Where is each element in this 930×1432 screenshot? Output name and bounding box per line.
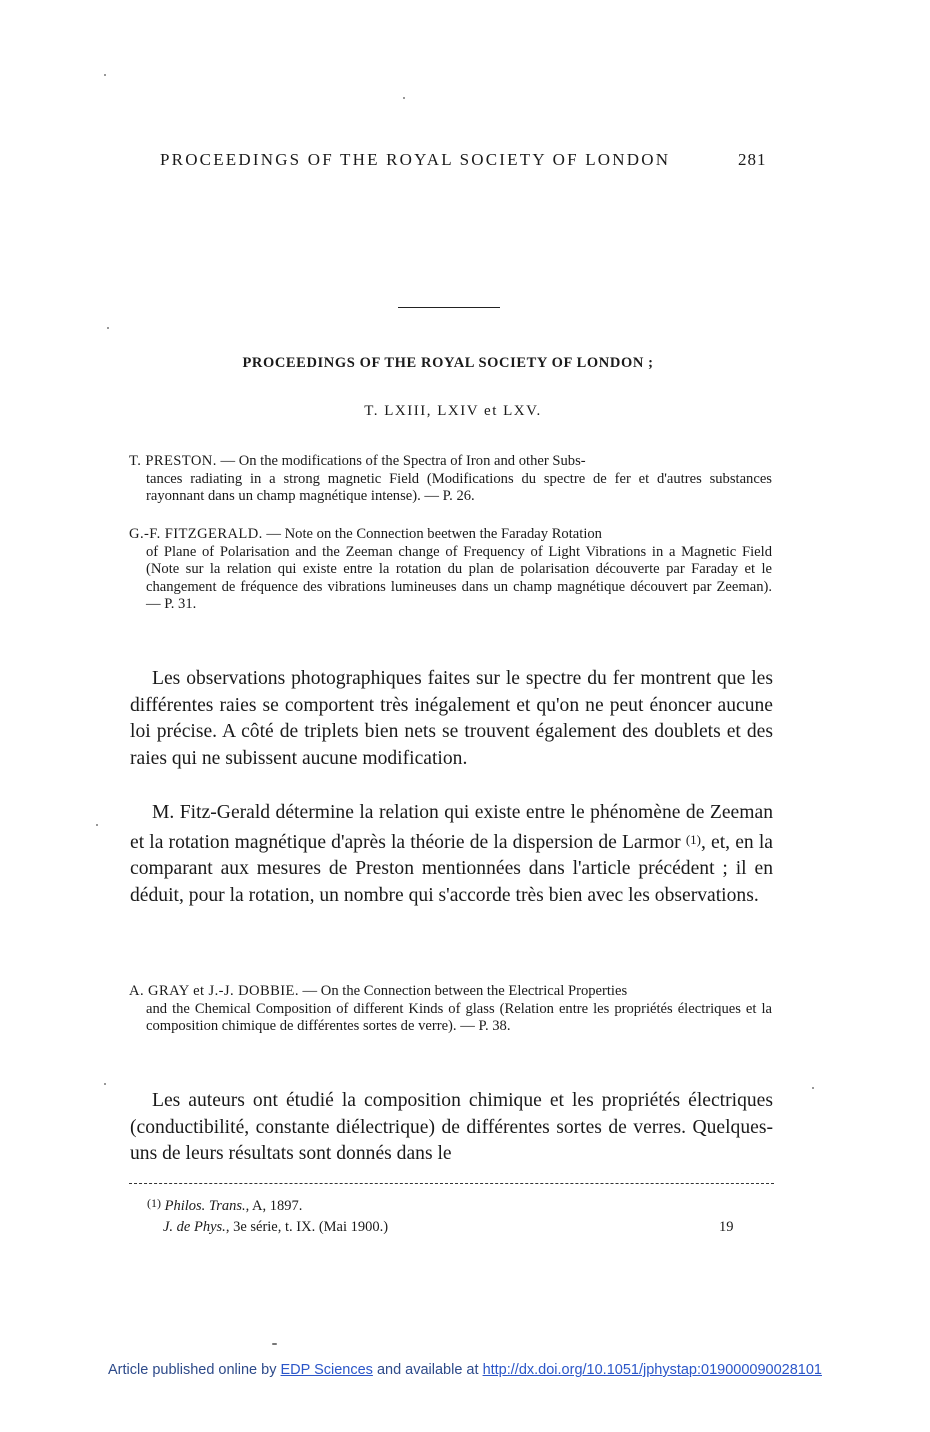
footnote-marker: (1) xyxy=(147,1196,161,1210)
journal-name: J. de Phys. xyxy=(163,1219,226,1235)
footnote-details: , A, 1897. xyxy=(245,1198,303,1214)
footnote-reference: (1) xyxy=(685,831,702,847)
reference-title-rest: of Plane of Polarisation and the Zeeman change of Frequency of Light Vibrations in a Magnetic Field (Note sur la relation qui existe entre la rotation du plan de polarisation découverte par Faraday et le changement de fréquence des vibrations lumineuses dans un champ magnétique découvert par Zeeman). — P. 31. xyxy=(146,543,772,612)
section-volumes: T. LXIII, LXIV et LXV. xyxy=(364,403,542,419)
paragraph-text: M. Fitz-Gerald détermine la relation qui existe entre le phénomène de Zeeman et la rotation magnétique d'après la théorie de la dispersion de Larmor xyxy=(130,802,773,853)
scan-speck xyxy=(104,1083,106,1085)
footnote-source: Philos. Trans. xyxy=(164,1198,246,1214)
reference-title-first: — On the Connection between the Electrical Properties xyxy=(302,983,628,999)
reference-title-rest: and the Chemical Composition of different Kinds of glass (Relation entre les propriétés électriques et la composition chimique de différentes sortes de verre). — P. 38. xyxy=(146,1000,772,1034)
reference-author: T. PRESTON. xyxy=(129,453,217,469)
scan-speck xyxy=(96,824,98,826)
section-title: PROCEEDINGS OF THE ROYAL SOCIETY OF LONDON ; xyxy=(242,355,654,371)
signature-mark: 19 xyxy=(719,1219,734,1235)
reference-title-first: — Note on the Connection beetwen the Faraday Rotation xyxy=(266,526,602,542)
footnote-divider xyxy=(129,1183,774,1184)
reference-title-rest: tances radiating in a strong magnetic Field (Modifications du spectre de fer et d'autres substances rayonnant dans un champ magnétique intense). — P. 26. xyxy=(146,470,772,504)
running-title: PROCEEDINGS OF THE ROYAL SOCIETY OF LONDON xyxy=(160,150,671,169)
banner-prefix: Article published online by xyxy=(108,1362,281,1378)
running-header xyxy=(160,150,780,170)
scan-speck xyxy=(104,74,106,76)
journal-details: , 3e série, t. IX. (Mai 1900.) xyxy=(225,1219,389,1235)
doi-link[interactable]: http://dx.doi.org/10.1051/jphystap:019000090028101 xyxy=(482,1362,822,1378)
reference-author: A. GRAY et J.-J. DOBBIE. xyxy=(129,983,299,999)
reference-gray-dobbie xyxy=(129,983,772,1036)
reference-preston xyxy=(129,453,772,506)
reference-fitzgerald xyxy=(129,526,772,614)
paragraph-fitzgerald-summary xyxy=(130,800,773,909)
paragraph-gray-dobbie-summary: Les auteurs ont étudié la composition chimique et les propriétés électriques (conductibilité, constante diélectrique) de différentes sortes de verres. Quelques-uns de leurs résultats sont donnés dans le xyxy=(130,1090,773,1165)
footnote xyxy=(147,1196,302,1215)
paragraph-text: , et, en la comparant aux mesures de Preston mentionnées dans l'article précédent ; il en déduit, pour la rotation, un nombre qui s'accorde très bien avec les observations. xyxy=(130,831,773,906)
reference-title-first: — On the modifications of the Spectra of Iron and other Subs- xyxy=(220,453,586,469)
journal-line xyxy=(163,1219,388,1236)
section-divider xyxy=(398,307,500,308)
reference-author: G.-F. FITZGERALD. xyxy=(129,526,263,542)
scan-speck xyxy=(272,1343,277,1345)
banner-middle: and available at xyxy=(372,1362,483,1378)
publisher-link[interactable]: EDP Sciences xyxy=(280,1362,373,1378)
page-number: 281 xyxy=(738,150,767,169)
scan-speck xyxy=(403,97,405,99)
scan-speck xyxy=(107,327,109,329)
paragraph-preston-summary: Les observations photographiques faites sur le spectre du fer montrent que les différentes raies se comportent très inégalement et qu'on ne peut énoncer aucune loi précise. A côté de triplets bien nets se trouvent également des doublets et des raies qui ne subissent aucune modification. xyxy=(130,668,773,769)
scan-speck xyxy=(812,1087,814,1089)
publication-banner xyxy=(0,1362,930,1378)
